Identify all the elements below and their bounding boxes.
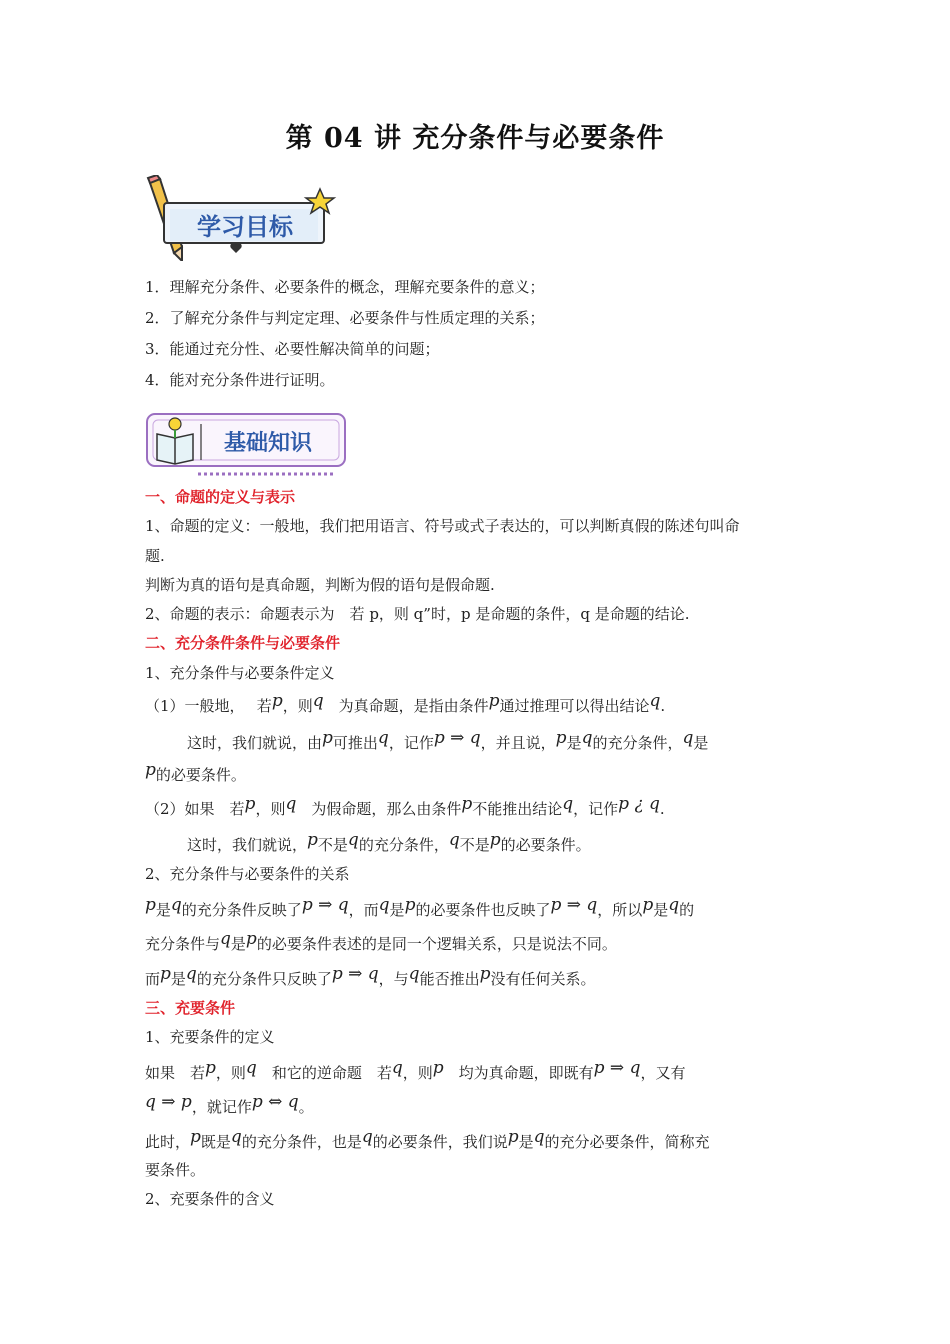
subheading: 2、充要条件的含义 — [145, 1190, 275, 1208]
text-run: 这时，我们就说， — [187, 836, 308, 854]
text-run: 不是 — [459, 836, 490, 854]
symbol-q: q — [533, 1127, 545, 1147]
symbol-p: p — [479, 964, 491, 984]
text-run: 不是 — [317, 836, 348, 854]
book-icon — [157, 434, 193, 464]
text-run: 的充分条件反映了 — [181, 901, 302, 919]
symbol-q: q — [185, 964, 197, 984]
symbol-p: p — [432, 1058, 444, 1078]
symbol-q: q — [361, 1127, 373, 1147]
text-run: 通过推理可以得出结论 — [499, 697, 650, 715]
symbol-p: p — [271, 691, 283, 711]
symbol-p: p — [145, 895, 156, 915]
section-heading: 二、充分条件条件与必要条件 — [145, 634, 341, 652]
paragraph-line — [145, 760, 246, 785]
text-run: （2）如果 若 — [145, 800, 245, 818]
symbol-p: p — [145, 760, 156, 780]
text-run: 均为真命题，即既有 — [443, 1064, 594, 1082]
text-run: 为真命题，是指由条件 — [323, 697, 489, 715]
text-run: 没有任何关系。 — [490, 970, 596, 988]
goal-item: 2．了解充分条件与判定定理、必要条件与性质定理的关系； — [145, 309, 545, 327]
symbol-q: q — [245, 1058, 257, 1078]
paragraph-line: 题. — [145, 547, 165, 565]
text-run: ，又有 — [640, 1064, 686, 1082]
paragraph-line — [187, 830, 591, 855]
symbol-p: p — [205, 1058, 216, 1078]
text-run: ，与 — [378, 970, 409, 988]
symbol-p: p — [642, 895, 654, 915]
symbol-p-implies-q: p ⇒ q — [593, 1058, 641, 1078]
text-run: 的充分必要条件，简称充 — [544, 1133, 710, 1151]
symbol-p: p — [244, 794, 256, 814]
symbol-p-implies-q: p ⇒ q — [301, 895, 349, 915]
symbol-p-not-implies-q: p ¿ q — [618, 794, 660, 814]
symbol-q: q — [448, 830, 460, 850]
paragraph-line: 1、命题的定义：一般地，我们把用语言、符号或式子表达的，可以判断真假的陈述句叫命 — [145, 517, 740, 535]
text-run: 能否推出 — [419, 970, 480, 988]
text-run: 是 — [170, 970, 186, 988]
text-run: 充分条件与 — [145, 935, 221, 953]
section-heading: 三、充要条件 — [145, 999, 236, 1017]
heart-icon — [230, 243, 241, 253]
paragraph-line — [145, 929, 617, 954]
symbol-p: p — [190, 1127, 201, 1147]
symbol-p-implies-q: p ⇒ q — [550, 895, 598, 915]
symbol-q: q — [391, 1058, 403, 1078]
symbol-p: p — [404, 895, 416, 915]
text-run: ，则 — [255, 800, 286, 818]
text-run: 而 — [145, 970, 161, 988]
paragraph-line — [145, 794, 665, 819]
text-run: 的必要条件。 — [155, 766, 246, 784]
text-run: ，则 — [215, 1064, 246, 1082]
text-run: ，记作 — [573, 800, 619, 818]
text-run: ，而 — [348, 901, 379, 919]
text-run: 是 — [389, 901, 405, 919]
paragraph-line — [145, 1058, 686, 1083]
text-run: 是 — [155, 901, 171, 919]
symbol-p-implies-q: p ⇒ q — [433, 728, 481, 748]
text-run: 的充分条件， — [358, 836, 449, 854]
symbol-p: p — [555, 728, 567, 748]
goal-item: 3．能通过充分性、必要性解决简单的问题； — [145, 340, 440, 358]
symbol-q: q — [312, 691, 324, 711]
text-run: 可推出 — [332, 734, 378, 752]
text-run: 既是 — [200, 1133, 231, 1151]
paragraph-line — [145, 691, 666, 716]
subheading: 2、充分条件与必要条件的关系 — [145, 865, 350, 883]
paragraph-line — [145, 1127, 710, 1152]
learning-goals-banner — [140, 175, 340, 261]
text-run: 这时，我们就说，由 — [187, 734, 323, 752]
symbol-p-iff-q: p ⇔ q — [251, 1092, 299, 1112]
symbol-q: q — [649, 691, 661, 711]
symbol-p: p — [507, 1127, 519, 1147]
symbol-q: q — [668, 895, 680, 915]
text-run: 不能推出结论 — [472, 800, 563, 818]
symbol-p: p — [160, 964, 171, 984]
text-run: 如果 若 — [145, 1064, 206, 1082]
paragraph-line: 要条件。 — [145, 1161, 206, 1179]
paragraph-line: 判断为真的语句是真命题，判断为假的语句是假命题. — [145, 576, 495, 594]
text-run: ，就记作 — [191, 1098, 252, 1116]
text-run: 为假命题，那么由条件 — [296, 800, 462, 818]
text-run: 和它的逆命题 若 — [256, 1064, 392, 1082]
symbol-q: q — [170, 895, 182, 915]
symbol-q: q — [682, 728, 694, 748]
symbol-p: p — [307, 830, 318, 850]
text-run: 是 — [230, 935, 246, 953]
text-run: 是 — [653, 901, 669, 919]
symbol-q-implies-p: q ⇒ p — [145, 1092, 192, 1112]
subheading: 1、充分条件与必要条件定义 — [145, 664, 335, 682]
text-run: ，所以 — [597, 901, 643, 919]
text-run: 。 — [298, 1098, 314, 1116]
symbol-q: q — [285, 794, 297, 814]
symbol-q: q — [408, 964, 420, 984]
text-run: ，则 — [402, 1064, 433, 1082]
paragraph-line — [145, 895, 695, 920]
text-run: 的充分条件，也是 — [241, 1133, 362, 1151]
text-run: （1）一般地， 若 — [145, 697, 272, 715]
subheading: 1、充要条件的定义 — [145, 1028, 275, 1046]
text-run: 的必要条件表述的是同一个逻辑关系，只是说法不同。 — [256, 935, 617, 953]
symbol-q: q — [347, 830, 359, 850]
paragraph-line — [145, 964, 596, 989]
text-run: . — [660, 697, 666, 715]
page-title: 第 04 讲 充分条件与必要条件 — [285, 123, 665, 154]
symbol-q: q — [377, 728, 389, 748]
text-run: 的必要条件，我们说 — [372, 1133, 508, 1151]
symbol-p: p — [322, 728, 333, 748]
symbol-q: q — [562, 794, 574, 814]
symbol-q: q — [378, 895, 390, 915]
text-run: . — [659, 800, 665, 818]
symbol-p: p — [461, 794, 473, 814]
text-run: 此时， — [145, 1133, 191, 1151]
banner2-label: 基础知识 — [223, 431, 313, 456]
paragraph-line — [187, 728, 709, 753]
symbol-p: p — [489, 830, 501, 850]
symbol-p: p — [488, 691, 500, 711]
text-run: 是 — [566, 734, 582, 752]
text-run: 是 — [693, 734, 709, 752]
basic-knowledge-banner — [143, 410, 353, 480]
text-run: ，则 — [282, 697, 313, 715]
section-heading: 一、命题的定义与表示 — [145, 488, 296, 506]
goal-item: 4．能对充分条件进行证明。 — [145, 371, 335, 389]
goal-item: 1．理解充分条件、必要条件的概念，理解充要条件的意义； — [145, 278, 545, 296]
symbol-p: p — [245, 929, 257, 949]
symbol-q: q — [220, 929, 231, 949]
text-run: 是 — [518, 1133, 534, 1151]
text-run: 的必要条件。 — [500, 836, 591, 854]
text-run: 的 — [679, 901, 695, 919]
paragraph-line: 2、命题的表示：命题表示为 若 p，则 q”时，p 是命题的条件，q 是命题的结论. — [145, 605, 690, 623]
text-run: 的充分条件只反映了 — [196, 970, 332, 988]
text-run: 的充分条件， — [592, 734, 683, 752]
paragraph-line — [145, 1092, 314, 1117]
symbol-p-implies-q: p ⇒ q — [331, 964, 379, 984]
text-run: ，记作 — [388, 734, 434, 752]
symbol-q: q — [230, 1127, 242, 1147]
text-run: 的必要条件也反映了 — [415, 901, 551, 919]
banner1-label: 学习目标 — [197, 213, 293, 241]
symbol-q: q — [581, 728, 593, 748]
text-run: ，并且说， — [480, 734, 556, 752]
